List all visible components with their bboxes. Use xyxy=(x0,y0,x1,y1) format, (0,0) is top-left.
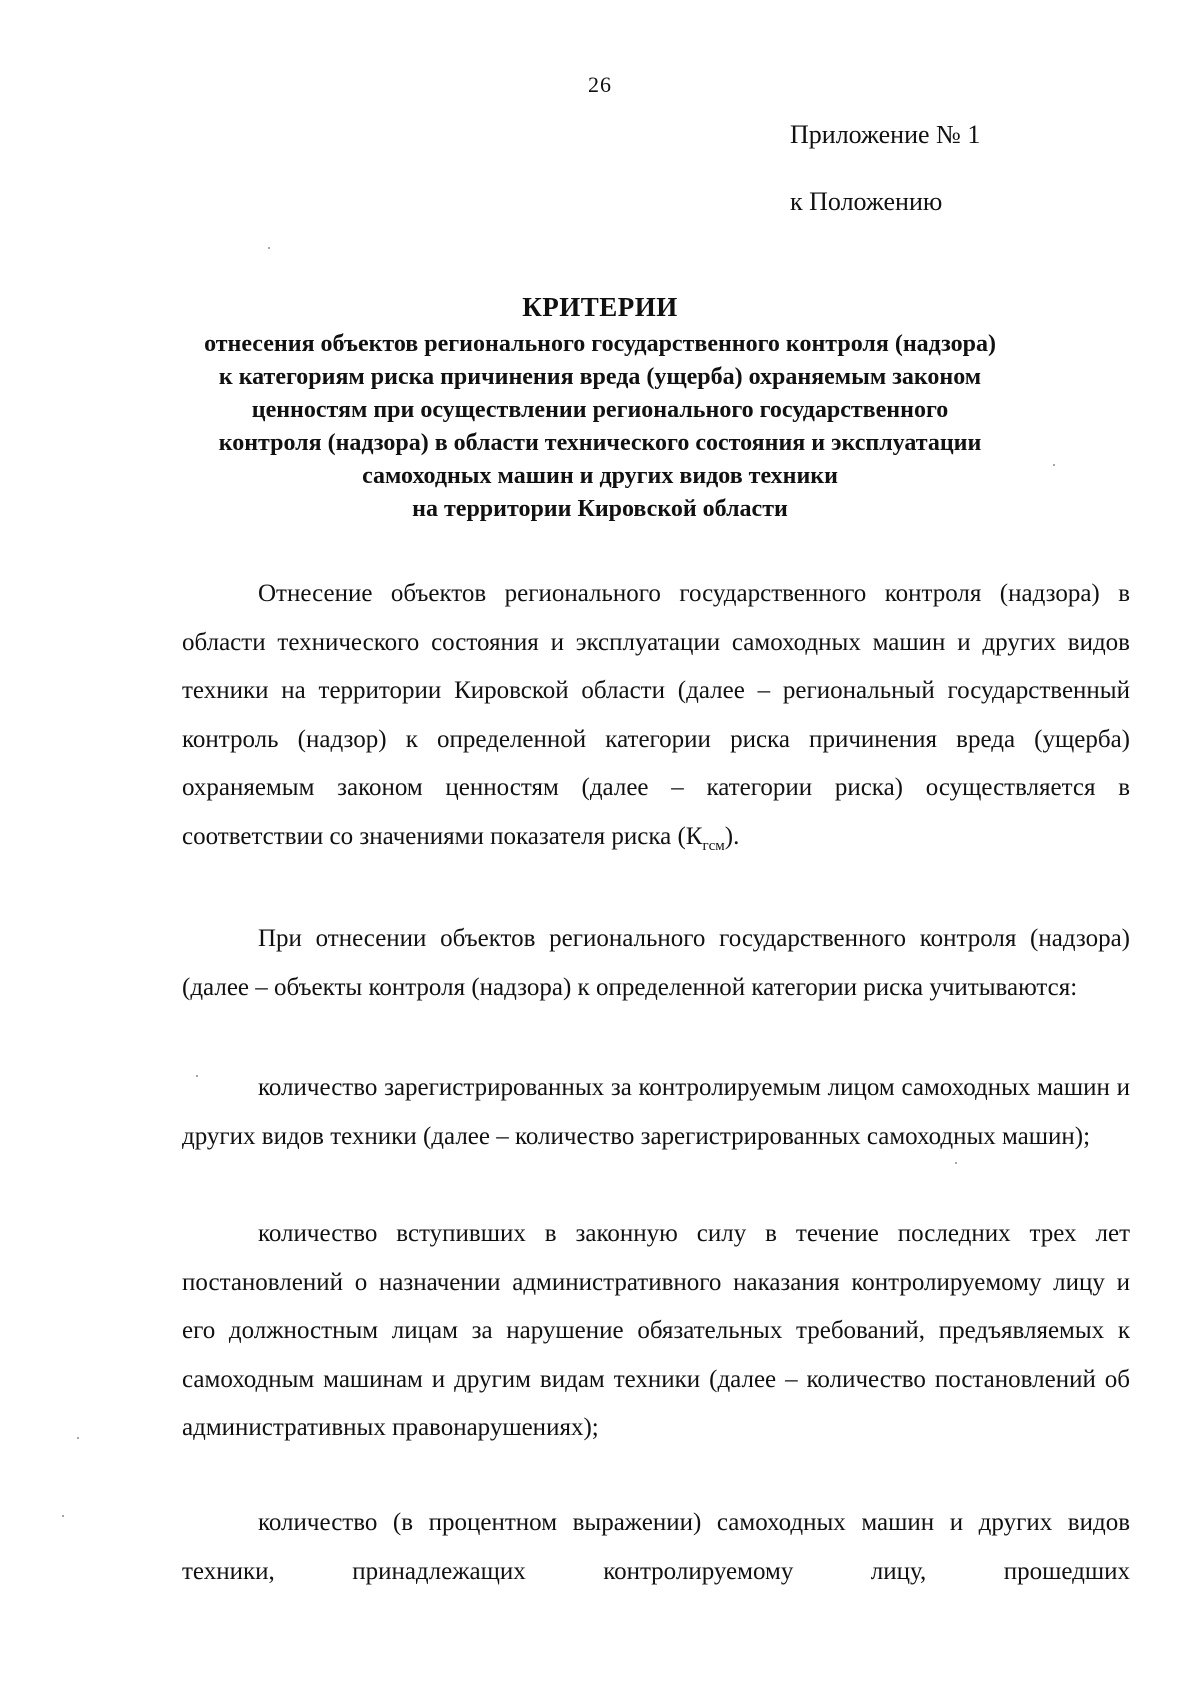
paragraph-criteria-intro xyxy=(182,915,1130,1012)
paragraph-text: Отнесение объектов регионального государственного контроля (надзора) в области технического состояния и эксплуатации самоходных машин и других видов техники на территории Кировской области (далее – региональный государственный контроль (надзор) к определенной категории риска причинения вреда (ущерба) охраняемым законом ценностям (далее – категории риска) осуществляется в соответствии со значениями показателя риска (К xyxy=(182,580,1130,850)
subtitle-line: отнесения объектов регионального государственного контроля (надзора) xyxy=(204,331,996,357)
paragraph-text: При отнесении объектов регионального государственного контроля (надзора) (далее – объекты контроля (надзора) к определенной категории риска учитываются: xyxy=(182,925,1130,1001)
paragraph-administrative-penalties xyxy=(182,1210,1130,1453)
subtitle-line: ценностям при осуществлении регионального государственного xyxy=(251,397,949,423)
scan-speck xyxy=(268,247,270,249)
paragraph-suffix: ). xyxy=(724,822,740,850)
risk-index-subscript: гсм xyxy=(702,837,725,854)
subtitle-line: к категориям риска причинения вреда (ущерба) охраняемым законом xyxy=(218,364,982,390)
paragraph-text: количество (в процентном выражении) самоходных машин и других видов техники, принадлежащих контролируемому лицу, прошедших xyxy=(182,1509,1130,1585)
paragraph-registered-machines xyxy=(182,1064,1130,1161)
paragraph-risk-assignment xyxy=(182,570,1130,870)
subtitle-line: контроля (надзора) в области технического состояния и эксплуатации xyxy=(218,430,982,456)
scan-speck xyxy=(196,1075,198,1077)
paragraph-inspection-percentage xyxy=(182,1499,1130,1596)
scan-speck xyxy=(77,1437,79,1439)
appendix-number: Приложение № 1 xyxy=(790,120,981,149)
scan-speck xyxy=(1053,464,1055,466)
subtitle-line: самоходных машин и других видов техники xyxy=(362,463,838,489)
paragraph-text: количество вступивших в законную силу в течение последних трех лет постановлений о назначении административного наказания контролируемому лицу и его должностным лицам за нарушение обязательных требований, предъявляемых к самоходным машинам и другим видам техники (далее – количество постановлений об административных правонарушениях); xyxy=(182,1220,1130,1441)
subtitle-line: на территории Кировской области xyxy=(412,496,788,522)
scan-speck xyxy=(955,1162,957,1164)
appendix-reference: к Положению xyxy=(790,187,943,216)
scan-speck xyxy=(62,1515,64,1517)
page-number: 26 xyxy=(588,72,612,97)
document-subtitle xyxy=(150,328,1050,526)
paragraph-text: количество зарегистрированных за контролируемым лицом самоходных машин и других видов техники (далее – количество зарегистрированных самоходных машин); xyxy=(182,1074,1130,1150)
document-title: КРИТЕРИИ xyxy=(522,292,678,322)
